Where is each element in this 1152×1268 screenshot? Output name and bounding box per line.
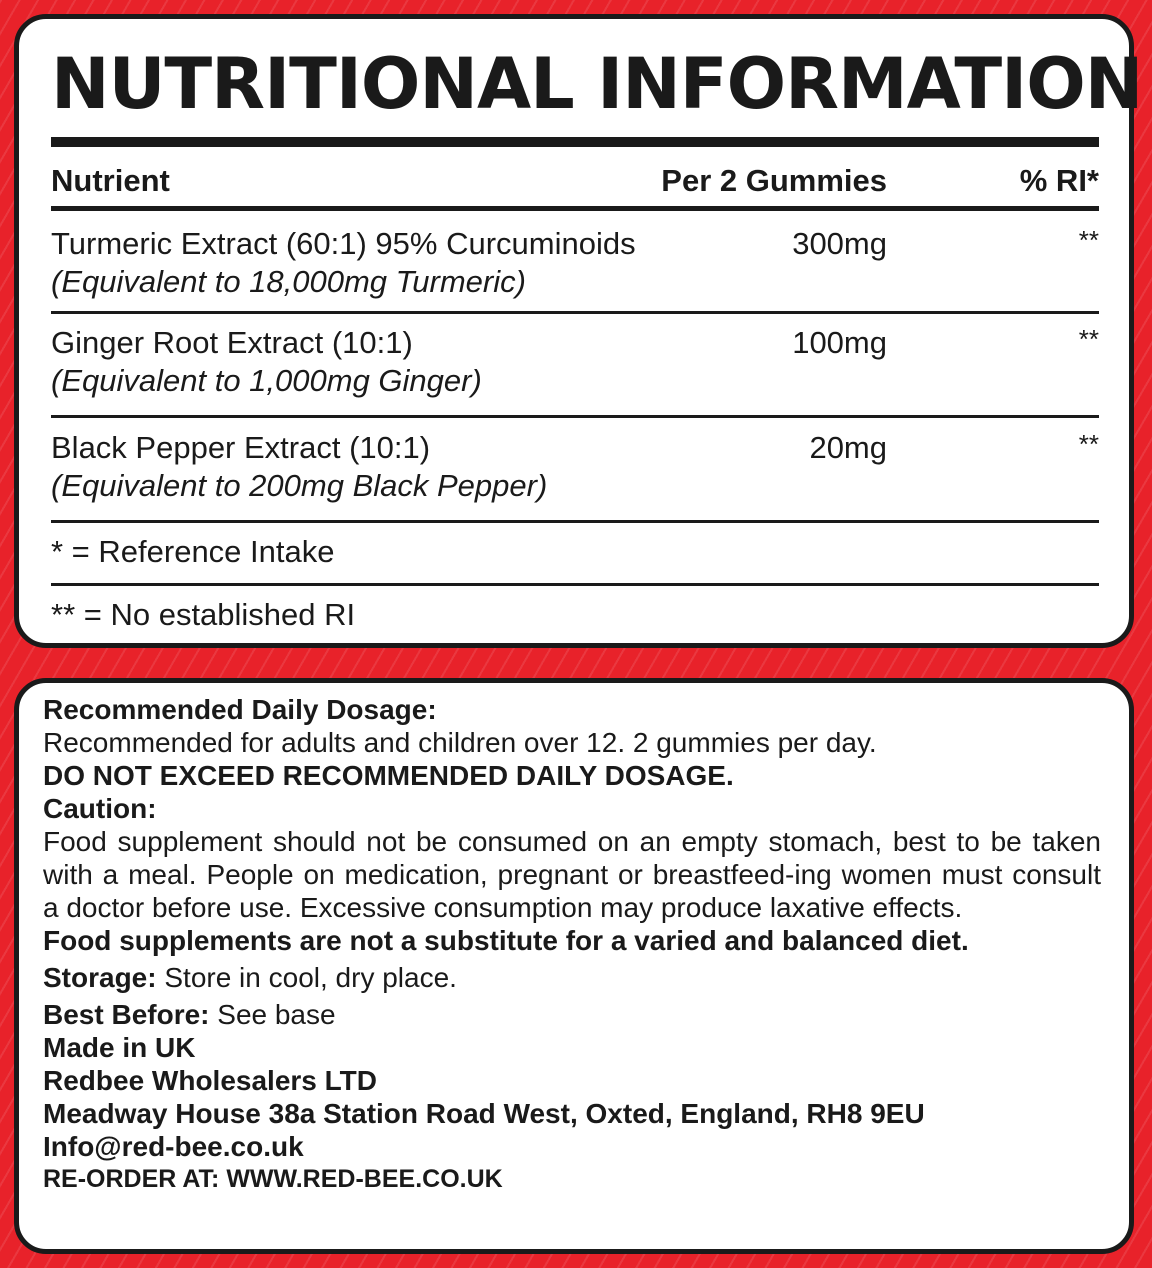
company-email: Info@red-bee.co.uk <box>43 1131 304 1162</box>
storage-label: Storage: <box>43 962 157 993</box>
header-divider <box>51 206 1099 211</box>
nutrient-ri: ** <box>1078 225 1099 255</box>
nutrient-ri: ** <box>1078 429 1099 459</box>
footnote-ri: * = Reference Intake <box>51 534 335 569</box>
caution-heading: Caution: <box>43 793 157 824</box>
row-divider <box>51 311 1099 314</box>
best-before-line <box>43 998 1101 1031</box>
header-ri: % RI* <box>1019 163 1099 198</box>
nutrient-equivalent: (Equivalent to 18,000mg Turmeric) <box>51 264 526 299</box>
nutrition-panel <box>14 14 1143 648</box>
table-header <box>51 157 1099 205</box>
footnote-no-ri: ** = No established RI <box>51 597 356 632</box>
nutrition-title: NUTRITIONAL INFORMATION <box>51 43 1143 125</box>
nutrient-ri: ** <box>1078 324 1099 354</box>
header-nutrient: Nutrient <box>51 163 170 198</box>
reorder-line: RE-ORDER AT: WWW.RED-BEE.CO.UK <box>43 1165 503 1193</box>
nutrient-amount: 100mg <box>792 325 887 360</box>
dosage-warning: DO NOT EXCEED RECOMMENDED DAILY DOSAGE. <box>43 760 734 791</box>
nutrient-amount: 20mg <box>809 430 887 465</box>
header-amount: Per 2 Gummies <box>661 163 887 198</box>
info-panel <box>14 678 1134 1254</box>
dosage-heading: Recommended Daily Dosage: <box>43 694 437 725</box>
nutrient-equivalent: (Equivalent to 1,000mg Ginger) <box>51 363 482 398</box>
row-divider <box>51 583 1099 586</box>
nutrient-name: Turmeric Extract (60:1) 95% Curcuminoids <box>51 226 636 261</box>
row-divider <box>51 415 1099 418</box>
dosage-text: Recommended for adults and children over 12. 2 gummies per day. <box>43 727 877 758</box>
best-before-label: Best Before: <box>43 999 210 1030</box>
made-in: Made in UK <box>43 1032 196 1063</box>
company-name: Redbee Wholesalers LTD <box>43 1065 378 1096</box>
storage-text: Store in cool, dry place. <box>156 962 457 993</box>
caution-text: Food supplement should not be consumed on an empty stomach, best to be taken with a meal. People on medication, pregnant or breastfeed-ing women must consult a doctor before use. Excessive consumption may produce laxative effects. <box>43 826 1101 923</box>
nutrient-name: Ginger Root Extract (10:1) <box>51 325 413 360</box>
best-before-text: See base <box>209 999 336 1030</box>
company-address: Meadway House 38a Station Road West, Oxted, England, RH8 9EU <box>43 1098 925 1129</box>
nutrient-amount: 300mg <box>792 226 887 261</box>
product-information <box>43 693 1101 1196</box>
nutrient-name: Black Pepper Extract (10:1) <box>51 430 431 465</box>
nutrient-equivalent: (Equivalent to 200mg Black Pepper) <box>51 468 548 503</box>
title-divider <box>51 137 1099 147</box>
storage-line <box>43 961 1101 994</box>
row-divider <box>51 520 1099 523</box>
supplement-statement: Food supplements are not a substitute for a varied and balanced diet. <box>43 925 969 956</box>
